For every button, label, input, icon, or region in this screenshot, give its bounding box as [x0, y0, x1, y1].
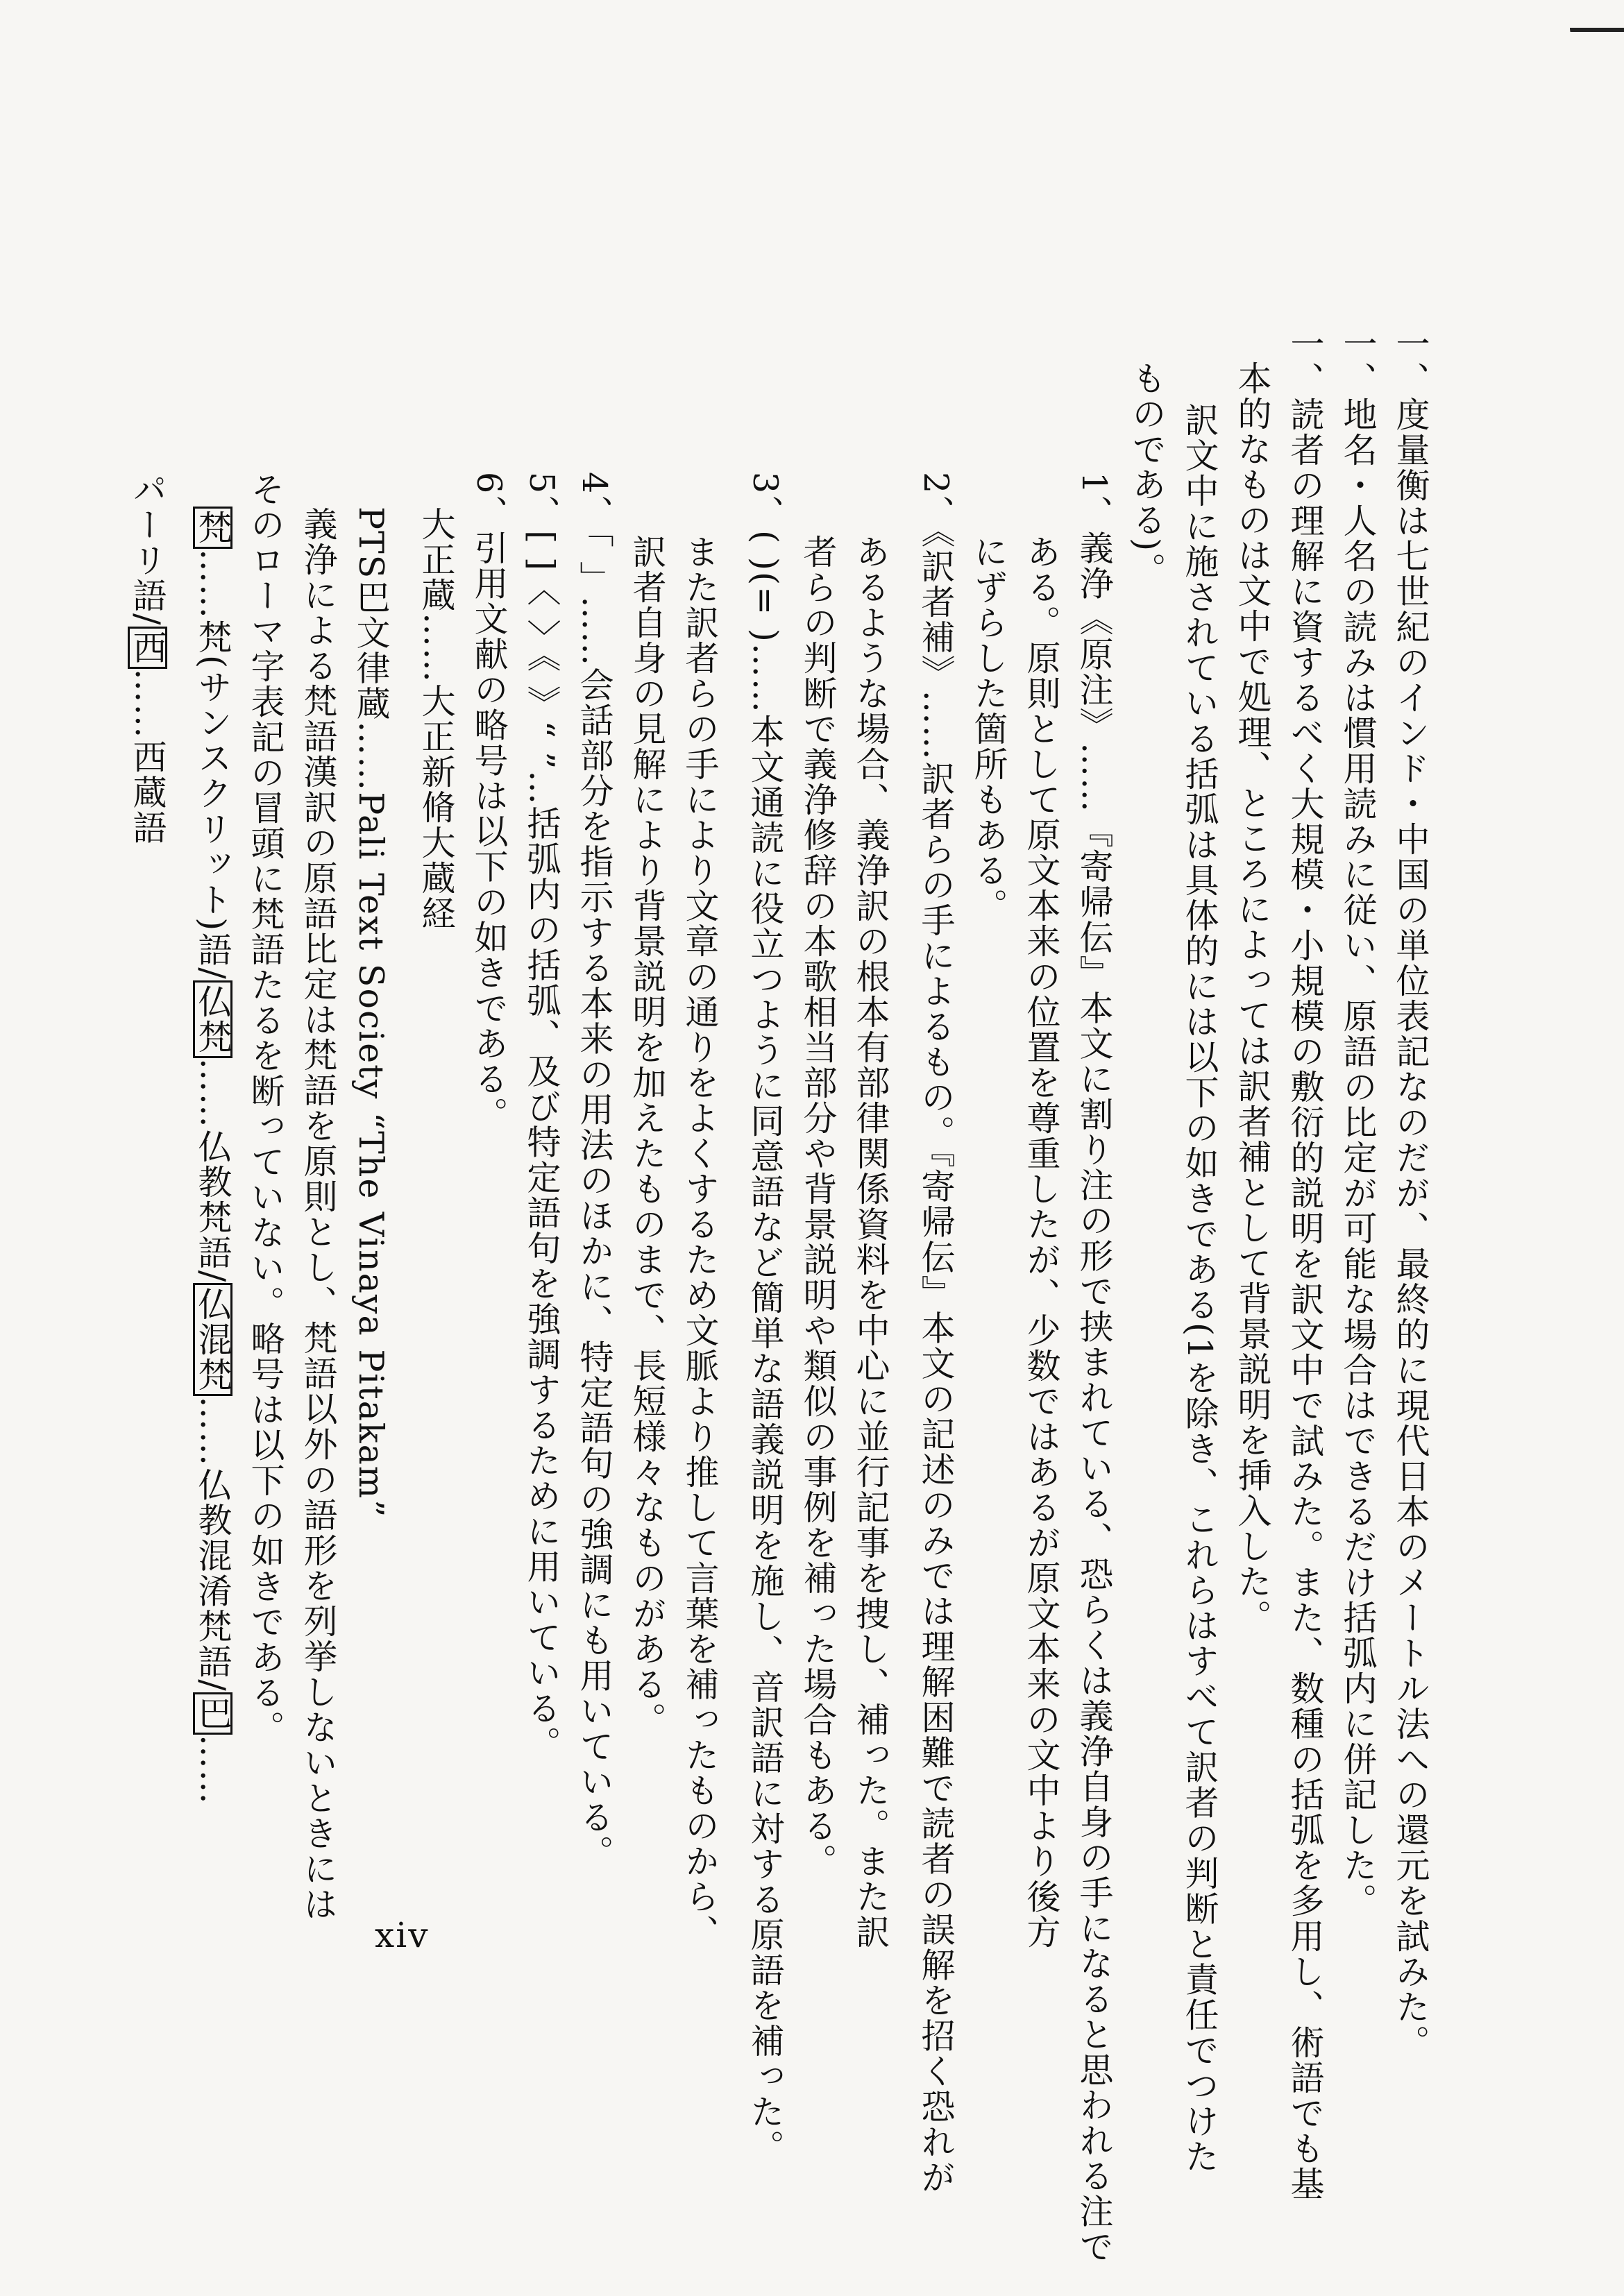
- bracket-3-line-3: 訳者自身の見解により背景説明を加えたものまで、長短様々なものがある。: [627, 534, 667, 1737]
- note-measures: 一、度量衡は七世紀のインド・中国の単位表記なのだが、最終的に現代日本のメートル法への還元を試みた。: [1391, 326, 1430, 2060]
- bracket-5: 5、[ ]〈 〉《 》“ ”…括弧内の括弧、及び特定語句を強調するために用いている。: [522, 472, 561, 1762]
- note-brackets-intro-1: 訳文中に施されている括弧は具体的には以下の如きである(1を除き、これらはすべて訳者の判断と責任でつけた: [1180, 402, 1219, 2175]
- bracket-2-line-1: 2、《訳者補》……訳者らの手によるもの。『寄帰伝』本文の記述のみでは理解困難で読者の誤解を招く恐れが: [916, 472, 956, 2195]
- reference-pts: PTS巴文律蔵……Pali Text Society “The Vinaya Pitakam”: [351, 507, 391, 1519]
- abbr-tibetan-text: ……西蔵語: [128, 668, 167, 846]
- reference-taisho: 大正蔵……大正新脩大蔵経: [416, 507, 456, 931]
- abbr-buddhist-sanskrit-text: ……仏教梵語/: [193, 1057, 232, 1284]
- abbr-hybrid-sanskrit-box: 仏混梵: [193, 1283, 232, 1396]
- bracket-1-line-1: 1、義浄《原注》……『寄帰伝』本文に割り注の形で挟まれている、恐らくは義浄自身の手になると思われる注で: [1074, 472, 1114, 2265]
- abbr-sanskrit-box: 梵: [193, 507, 232, 549]
- scan-artifact-mark: [1570, 28, 1624, 49]
- abbreviation-list-line-1: [186, 326, 239, 2116]
- abbr-hybrid-sanskrit-text: ……仏教混淆梵語/: [193, 1396, 232, 1692]
- bracket-3-line-2: また訳者らの手により文章の通りをよくするため文脈より推して言葉を補ったものから、: [680, 534, 720, 1950]
- abbr-pali-box: 巴: [193, 1692, 232, 1735]
- bracket-2-line-3: 者らの判断で義浄修辞の本歌相当部分や背景説明や類似の事例を補った場合もある。: [798, 534, 838, 1879]
- references-intro: 6、引用文献の略号は以下の如きである。: [469, 472, 509, 1132]
- abbreviation-list-line-2: [121, 326, 174, 2116]
- abbr-tibetan-box: 西: [128, 627, 167, 669]
- abbr-sanskrit-text: ……梵(サンスクリット)語/: [193, 549, 232, 980]
- abbr-pali-text: パーリ語/: [128, 472, 167, 627]
- page-body: [128, 326, 1437, 2265]
- sanskrit-note-1: 義浄による梵語漢訳の原語比定は梵語を原則とし、梵語以外の語形を列挙しないときには: [298, 507, 338, 1922]
- bracket-1-line-2: ある。原則として原文本来の位置を尊重したが、少数ではあるが原文本来の文中より後方: [1022, 534, 1061, 1950]
- sanskrit-note-2: そのローマ字表記の冒頭に梵語たるを断っていない。略号は以下の如きである。: [246, 472, 285, 1746]
- page-number: xiv: [375, 1915, 430, 1955]
- note-readings: 一、地名・人名の読みは慣用読みに従い、原語の比定が可能な場合はできるだけ括弧内に併記した。: [1338, 326, 1378, 1919]
- note-explanations-2: 本的なものは文中で処理、ところによっては訳者補として背景説明を挿入した。: [1233, 361, 1272, 1635]
- abbr-buddhist-sanskrit-box: 仏梵: [193, 980, 232, 1058]
- bracket-3-line-1: 3、( )(= )……本文通読に役立つように同意語など簡単な語義説明を施し、音訳語に対する原語を補った。: [745, 472, 785, 2165]
- bracket-4: 4、「 」……会話部分を指示する本来の用法のほかに、特定語句の強調にも用いている。: [575, 472, 614, 1871]
- note-explanations-1: 一、読者の理解に資するべく大規模・小規模の敷衍的説明を訳文中で試みた。また、数種の括弧を多用し、術語でも基: [1285, 326, 1325, 2202]
- bracket-1-line-3: にずらした箇所もある。: [969, 534, 1008, 924]
- bracket-2-line-2: あるような場合、義浄訳の根本有部律関係資料を中心に並行記事を捜し、補った。また訳: [851, 534, 890, 1950]
- note-brackets-intro-2: ものである)。: [1127, 361, 1167, 588]
- abbr-pali-dots: ……: [193, 1734, 232, 1805]
